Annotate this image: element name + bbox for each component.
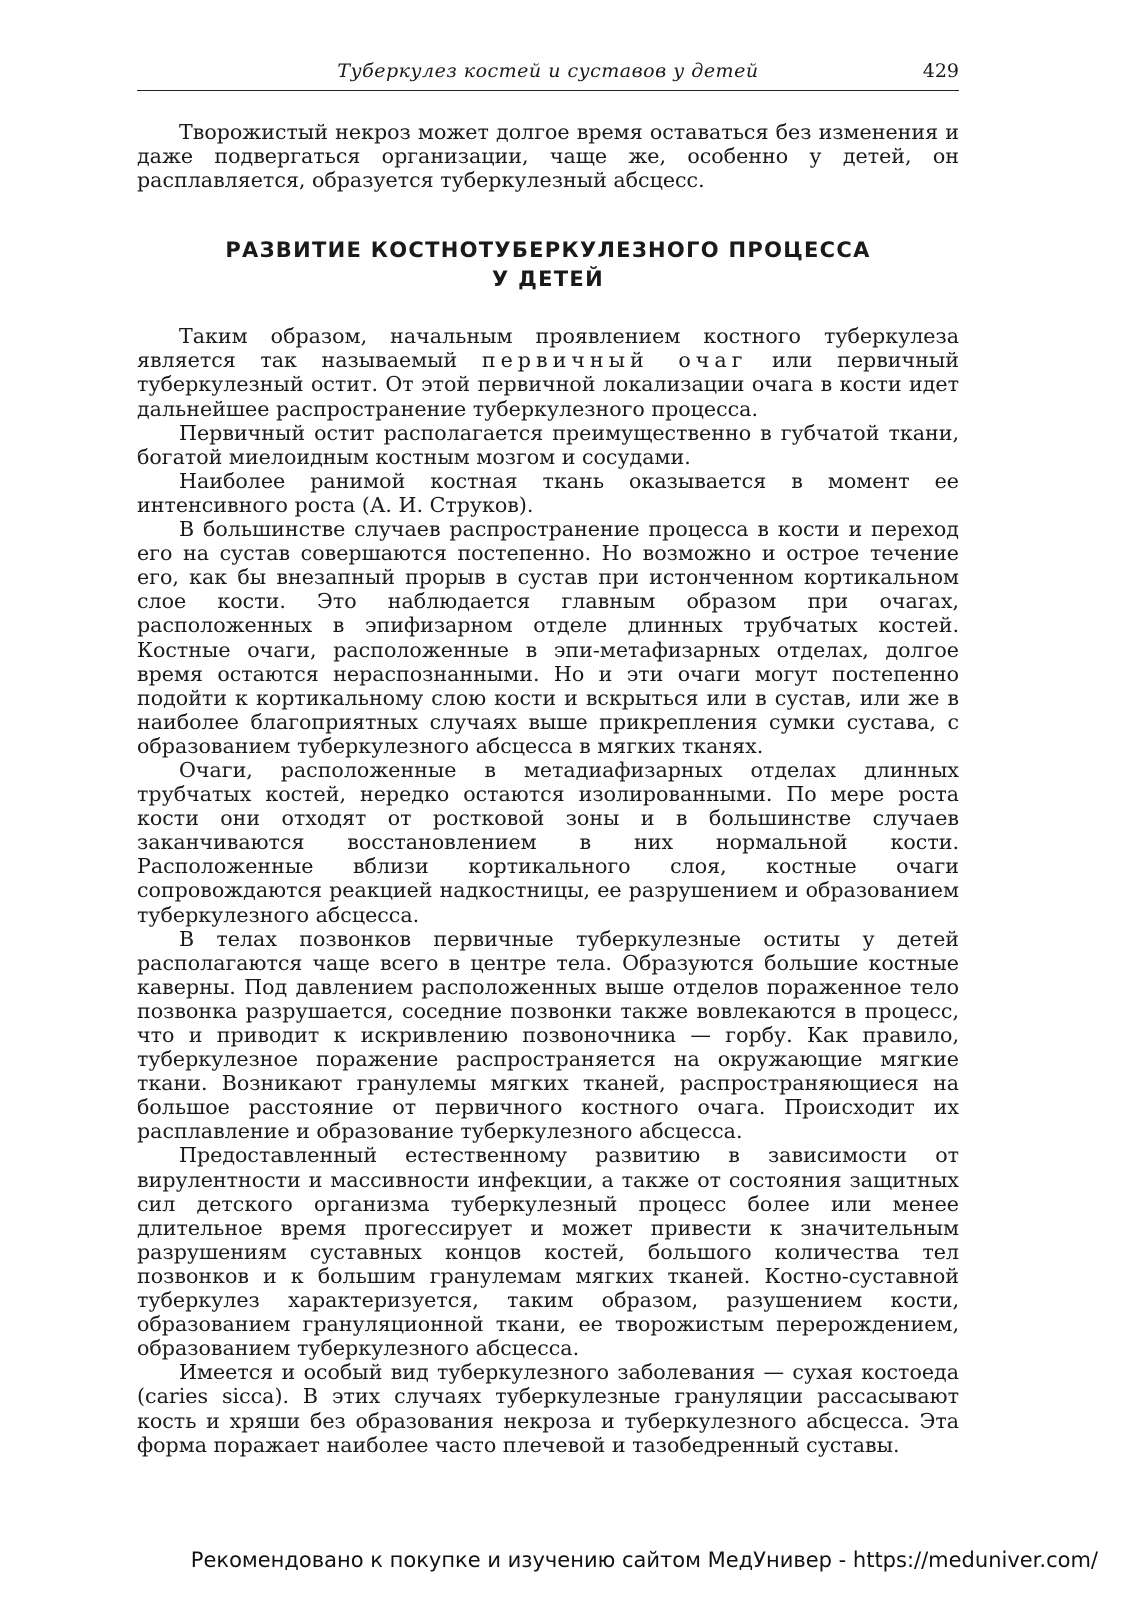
page-header (137, 58, 959, 91)
paragraph-6: В телах позвонков первичные туберкулезные оститы у детей располагаются чаще всего в центре тела. Образуются большие костные каверны. Под давлением расположенных выше отделов пораженное тело позвонка разрушается, соседние позвонки также вовлекаются в процесс, что и приводит к искривлению позвоночника — горбу. Как правило, туберкулезное поражение распространяется на окружающие мягкие ткани. Возникают гранулемы мягких тканей, распространяющиеся на большое расстояние от первичного костного очага. Происходит их расплавление и образование туберкулезного абсцесса. (137, 926, 959, 1144)
paragraph-3: Наиболее ранимой костная ткань оказывается в момент ее интенсивного роста (А. И. Струков). (137, 468, 959, 517)
section-heading (137, 236, 959, 294)
paragraph-1 (137, 324, 959, 420)
section-heading-line1: РАЗВИТИЕ КОСТНОТУБЕРКУЛЕЗНОГО ПРОЦЕССА (225, 238, 871, 263)
running-title: Туберкулез костей и суставов у детей (337, 60, 759, 82)
emphasized-term: первичный очаг (481, 348, 748, 373)
paragraph-7: Предоставленный естественному развитию в зависимости от вирулентности и массивности инфекции, а также от состояния защитных сил детского организма туберкулезный процесс более или менее длительное время прогессирует и может привести к значительным разрушениям суставных концов костей, большого количества тел позвонков и к большим гранулемам мягких тканей. Костно-суставной туберкулез характеризуется, таким образом, разушением кости, образованием грануляционной ткани, ее творожистым перерождением, образованием туберкулезного абсцесса. (137, 1143, 959, 1361)
footer-recommendation: Рекомендовано к покупке и изучению сайтом МедУнивер - https://meduniver.com/ (190, 1548, 1098, 1572)
page-number: 429 (922, 60, 959, 82)
paragraph-1-before: Таким образом, начальным проявлением костного туберкулеза является так называемый (137, 324, 959, 373)
section-heading-line2: У ДЕТЕЙ (492, 267, 604, 292)
paragraph-5: Очаги, расположенные в метадиафизарных отделах длинных трубчатых костей, нередко остаются изолированными. По мере роста кости они отходят от ростковой зоны и в большинстве случаев заканчиваются восстановлением в них нормальной кости. Расположенные вблизи кортикального слоя, костные очаги сопровождаются реакцией надкостницы, ее разрушением и образованием туберкулезного абсцесса. (137, 757, 959, 927)
paragraph-8: Имеется и особый вид туберкулезного заболевания — сухая костоеда (caries sicca). В этих случаях туберкулезные грануляции рассасывают кость и хряши без образования некроза и туберкулезного абсцесса. Эта форма поражает наиболее часто плечевой и тазобедренный суставы. (137, 1360, 959, 1457)
paragraph-1-after: или первичный туберкулезный остит. От этой первичной локализации очага в кости идет дальнейшее распространение туберкулезного процесса. (137, 348, 959, 421)
paragraph-4: В большинстве случаев распространение процесса в кости и переход его на сустав совершаются постепенно. Но возможно и острое течение его, как бы внезапный прорыв в сустав при истонченном кортикальном слое кости. Это наблюдается главным образом при очагах, расположенных в эпифизарном отделе длинных трубчатых костей. Костные очаги, расположенные в эпи-метафизарных отделах, долгое время остаются нераспознанными. Но и эти очаги могут постепенно подойти к кортикальному слою кости и вскрыться или в сустав, или же в наиболее благоприятных случаях выше прикрепления сумки сустава, с образованием туберкулезного абсцесса в мягких тканях. (137, 517, 959, 758)
page-body (137, 120, 959, 1457)
intro-paragraph: Творожистый некроз может долгое время оставаться без изменения и даже подвергаться организации, чаще же, особенно у детей, он расплавляется, образуется туберкулезный абсцесс. (137, 120, 959, 193)
paragraph-2: Первичный остит располагается преимущественно в губчатой ткани, богатой миелоидным костным мозгом и сосудами. (137, 420, 959, 469)
